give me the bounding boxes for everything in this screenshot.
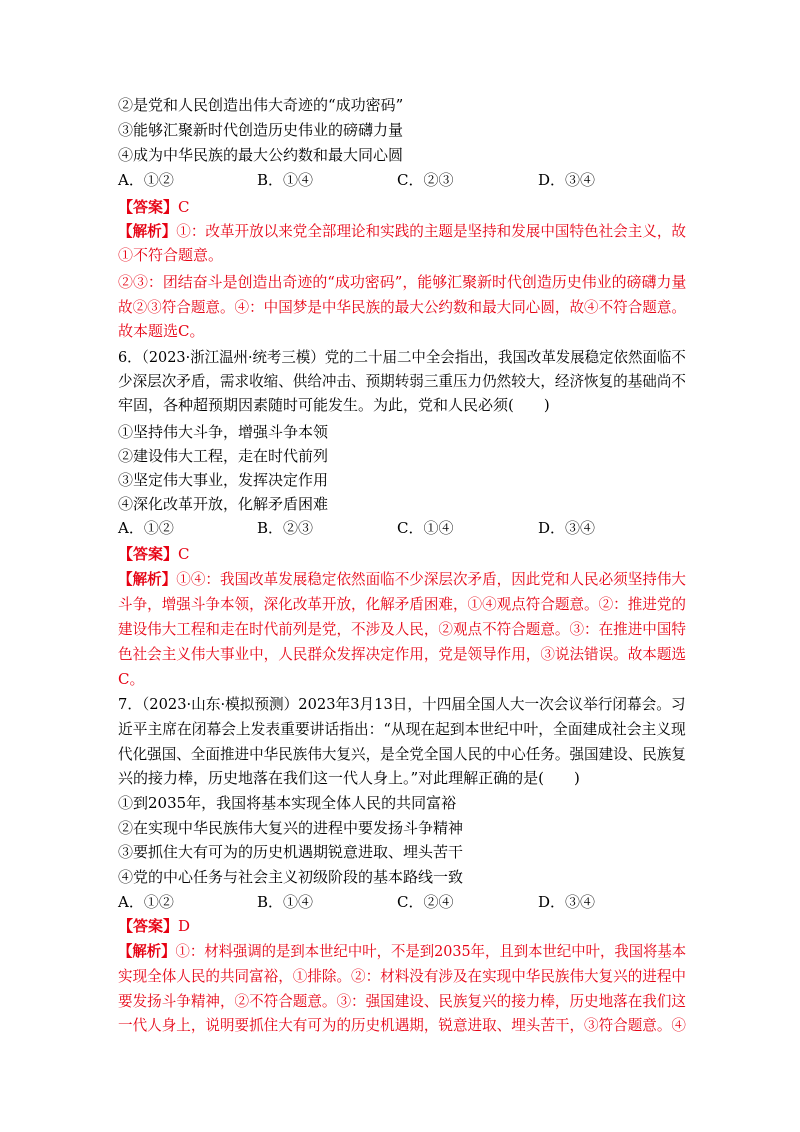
- q7-stem-line-1: 7．（2023·山东·模拟预测）2023年3月13日，十四届全国人大一次会议举行闭幕会。习: [118, 695, 686, 713]
- q7-item-4: ④党的中心任务与社会主义初级阶段的基本路线一致: [118, 868, 464, 886]
- q6-analysis-line-3: 建设伟大工程和走在时代前列是党，不涉及人民，②观点不符合题意。③：在推进中国特: [118, 620, 686, 638]
- q7-option-a: A．①②: [118, 893, 174, 911]
- q5-analysis-line-3: ②③：团结奋斗是创造出奇迹的“成功密码”，能够汇聚新时代创造历史伟业的磅礴力量: [118, 273, 687, 291]
- q7-stem-line-4: 兴的接力棒，历史地落在我们这一代人身上。”对此理解正确的是( ): [118, 769, 580, 787]
- q5-option-b: B．①④: [257, 171, 314, 189]
- q6-analysis-line-4: 色社会主义伟大事业中，人民群众发挥决定作用，党是领导作用，③说法错误。故本题选: [118, 645, 686, 663]
- q7-answer: [118, 916, 190, 936]
- q7-options: [118, 892, 718, 912]
- q7-stem-line-2: 近平主席在闭幕会上发表重要讲话指出：“从现在起到本世纪中叶，全面建成社会主义现: [118, 720, 686, 738]
- analysis-label: 【解析】: [118, 570, 177, 588]
- q7-option-b: B．①④: [257, 893, 314, 911]
- q7-option-d: D．③④: [538, 893, 596, 911]
- analysis-label: 【解析】: [118, 942, 176, 960]
- q5-option-d: D．③④: [538, 171, 596, 189]
- q5-analysis-line-2: ①不符合题意。: [118, 246, 224, 264]
- answer-value: D: [178, 917, 191, 935]
- q6-option-b: B．②③: [257, 519, 314, 537]
- q6-stem-line-3: 牢固，各种超预期因素随时可能发生。为此，党和人民必须( ): [118, 396, 550, 414]
- q5-answer: [118, 197, 190, 217]
- q7-option-c: C．②④: [397, 893, 454, 911]
- q5-item-3: ③能够汇聚新时代创造历史伟业的磅礴力量: [118, 121, 404, 139]
- q7-analysis-line-1: 【解析】①：材料强调的是到本世纪中叶，不是到2035年，且到本世纪中叶，我国将基本: [118, 942, 687, 960]
- q7-item-2: ②在实现中华民族伟大复兴的进程中要发扬斗争精神: [118, 819, 464, 837]
- answer-value: C: [178, 545, 190, 563]
- analysis-label: 【解析】: [118, 222, 177, 240]
- q6-analysis-line-2: 斗争，增强斗争本领，深化改革开放，化解矛盾困难，①④观点符合题意。②：推进党的: [118, 595, 686, 613]
- answer-label: 【答案】: [118, 198, 179, 216]
- q6-item-2: ②建设伟大工程，走在时代前列: [118, 447, 329, 465]
- q6-stem-line-1: 6．（2023·浙江温州·统考三模）党的二十届二中全会指出，我国改革发展稳定依然面临不: [118, 348, 686, 366]
- q6-option-c: C．①④: [397, 519, 454, 537]
- q5-option-a: A．①②: [118, 171, 174, 189]
- q6-stem-line-2: 少深层次矛盾，需求收缩、供给冲击、预期转弱三重压力仍然较大，经济恢复的基础尚不: [118, 372, 686, 390]
- answer-value: C: [178, 198, 190, 216]
- q5-option-c: C．②③: [397, 171, 454, 189]
- q5-analysis-line-4: 故②③符合题意。④：中国梦是中华民族的最大公约数和最大同心圆，故④不符合题意。: [118, 298, 686, 316]
- q5-options: [118, 170, 718, 190]
- q6-options: [118, 518, 718, 538]
- q6-item-4: ④深化改革开放，化解矛盾困难: [118, 495, 329, 513]
- q7-stem-line-3: 代化强国、全面推进中华民族伟大复兴，是全党全国人民的中心任务。强国建设、民族复: [118, 745, 686, 763]
- q6-analysis-line-1: 【解析】①④：我国改革发展稳定依然面临不少深层次矛盾，因此党和人民必须坚持伟大: [118, 570, 687, 588]
- answer-label: 【答案】: [118, 545, 179, 563]
- q7-analysis-line-4: 一代人身上，说明要抓住大有可为的历史机遇期，锐意进取、埋头苦干，③符合题意。④: [118, 1016, 686, 1034]
- q6-item-1: ①坚持伟大斗争，增强斗争本领: [118, 423, 329, 441]
- q6-item-3: ③坚定伟大事业，发挥决定作用: [118, 471, 329, 489]
- answer-label: 【答案】: [118, 917, 179, 935]
- q5-analysis-line-5: 故本题选C。: [118, 322, 205, 340]
- q5-item-4: ④成为中华民族的最大公约数和最大同心圆: [118, 146, 404, 164]
- q7-item-1: ①到2035年，我国将基本实现全体人民的共同富裕: [118, 794, 457, 812]
- q5-analysis-line-1: 【解析】①：改革开放以来党全部理论和实践的主题是坚持和发展中国特色社会主义，故: [118, 222, 687, 240]
- q5-item-2: ②是党和人民创造出伟大奇迹的“成功密码”: [118, 96, 404, 114]
- q7-analysis-line-3: 要发扬斗争精神，②不符合题意。③：强国建设、民族复兴的接力棒，历史地落在我们这: [118, 992, 686, 1010]
- q6-analysis-line-5: C。: [118, 670, 145, 688]
- q6-answer: [118, 544, 190, 564]
- q7-item-3: ③要抓住大有可为的历史机遇期锐意进取、埋头苦干: [118, 843, 464, 861]
- q6-option-d: D．③④: [538, 519, 596, 537]
- q7-analysis-line-2: 实现全体人民的共同富裕，①排除。②：材料没有涉及在实现中华民族伟大复兴的进程中: [118, 967, 686, 985]
- q6-option-a: A．①②: [118, 519, 174, 537]
